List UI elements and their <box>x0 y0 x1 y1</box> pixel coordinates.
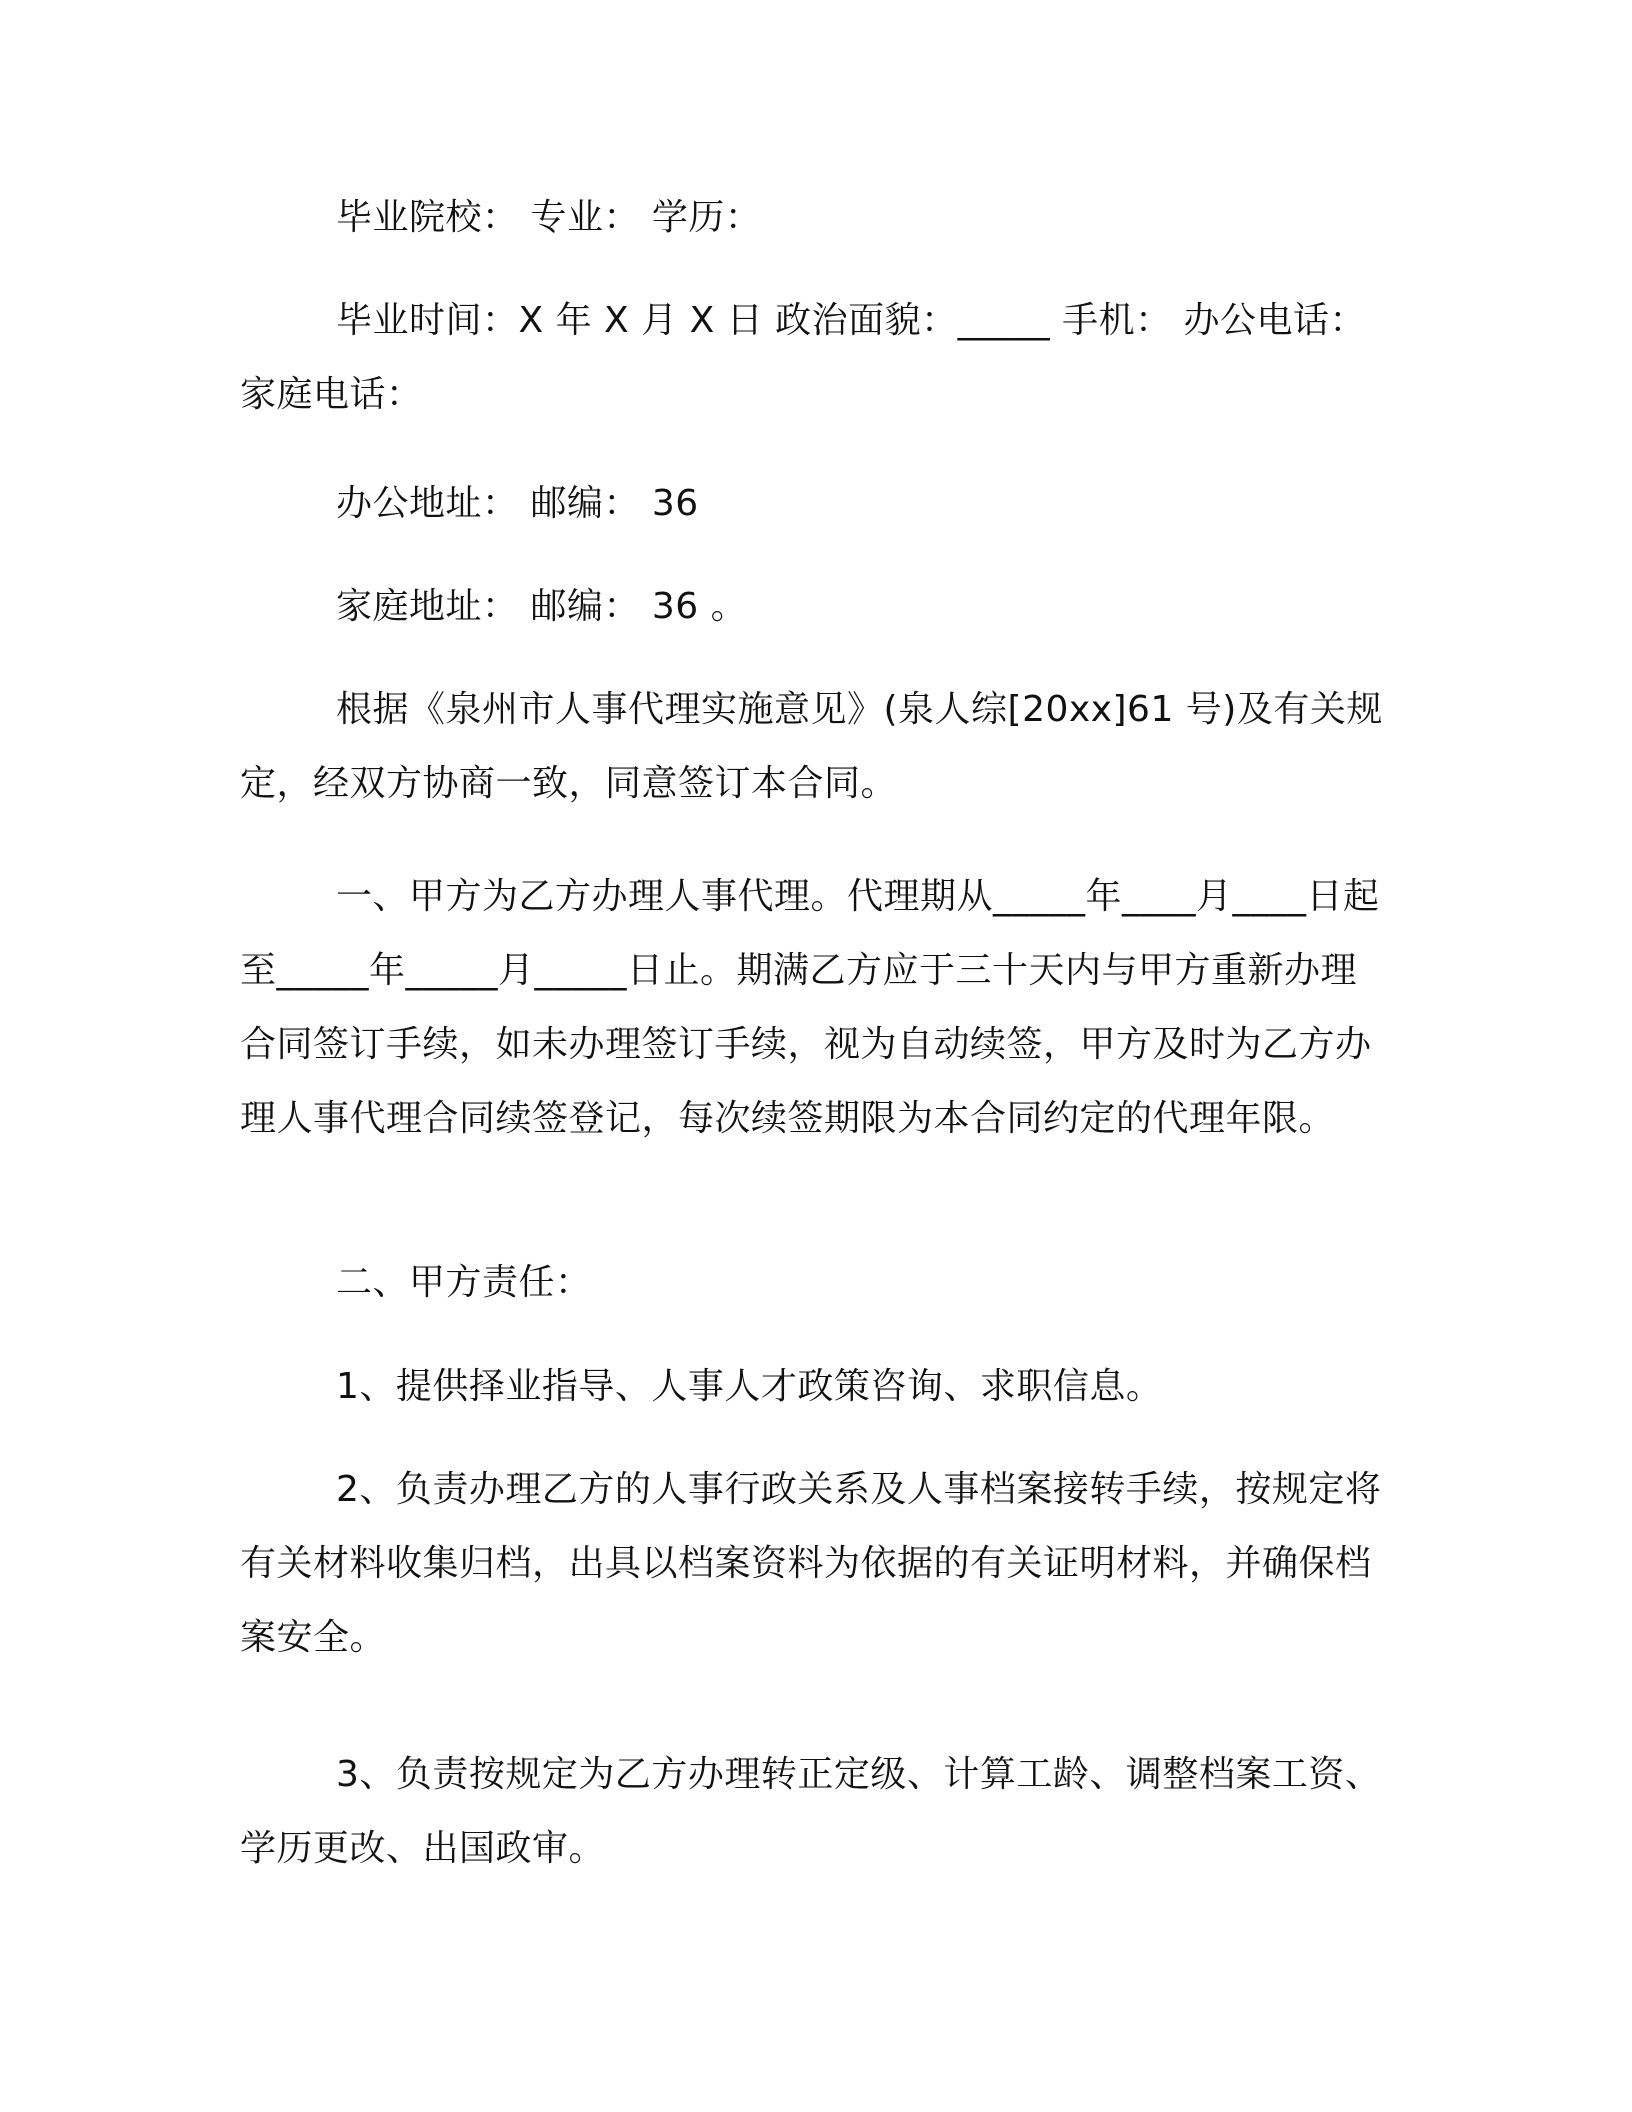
paragraph-item-1: 1、提供择业指导、人事人才政策咨询、求职信息。 <box>336 1366 1163 1407</box>
paragraph-graduation-school: 毕业院校： 专业： 学历： <box>336 197 762 238</box>
paragraph-item-3: 3、负责按规定为乙方办理转正定级、计算工龄、调整档案工资、学历更改、出国政审。 <box>240 1754 1382 1869</box>
paragraph-graduation-time-contacts: 毕业时间：X 年 X 月 X 日 政治面貌：_____ 手机： 办公电话：家庭电话： <box>240 300 1367 415</box>
paragraph-item-2: 2、负责办理乙方的人事行政关系及人事档案接转手续，按规定将有关材料收集归档，出具以档案资料为依据的有关证明材料，并确保档案安全。 <box>240 1469 1382 1658</box>
paragraph-office-address: 办公地址： 邮编： 36 <box>336 483 699 524</box>
paragraph-clause-2-heading: 二、甲方责任： <box>336 1262 592 1303</box>
paragraph-legal-basis: 根据《泉州市人事代理实施意见》(泉人综[20xx]61 号)及有关规定，经双方协商一致，同意签订本合同。 <box>240 689 1383 804</box>
paragraph-clause-1-agency-period: 一、甲方为乙方办理人事代理。代理期从_____年____月____日起至_____年_____月_____日止。期满乙方应于三十天内与甲方重新办理合同签订手续，如未办理签订手续，视为自动续签，甲方及时为乙方办理人事代理合同续签登记，每次续签期限为本合同约定的代理年限。 <box>240 876 1380 1139</box>
paragraph-home-address: 家庭地址： 邮编： 36 。 <box>336 586 748 627</box>
